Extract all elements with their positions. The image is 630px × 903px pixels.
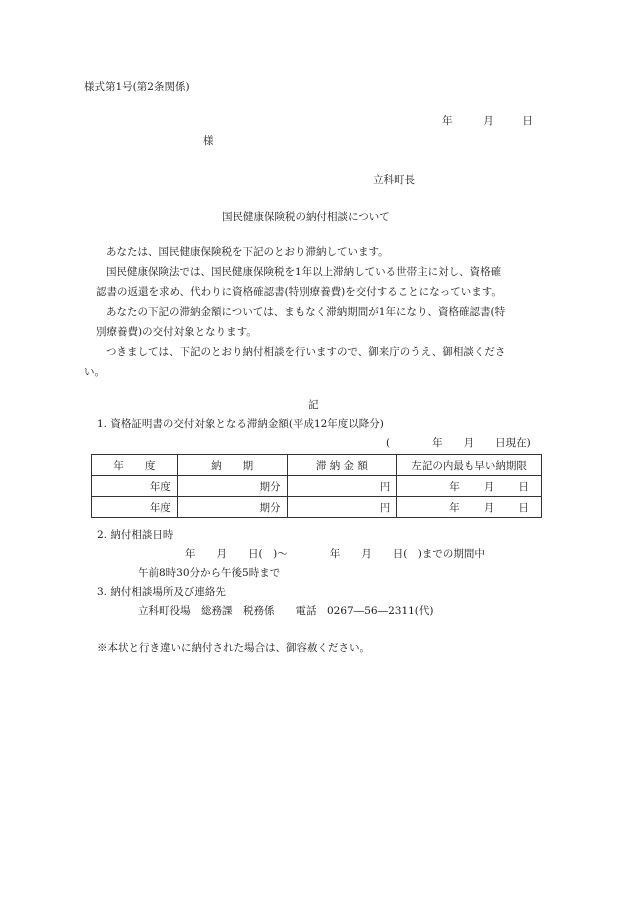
cell-deadline	[397, 476, 542, 497]
form-number: 様式第1号(第2条関係)	[84, 81, 190, 93]
header-amount: 滞 納 金 額	[287, 455, 397, 476]
arrears-table	[91, 454, 542, 518]
consult-place: 立科町役場 総務課 税務係 電話 0267―56―2311(代)	[138, 605, 434, 617]
table-row	[92, 497, 542, 518]
consult-date-range: 年 月 日( )〜 年 月 日( )までの期間中	[185, 548, 485, 560]
body-line: あなたは、国民健康保険税を下記のとおり滞納しています。	[106, 246, 389, 258]
date-day: 日	[522, 115, 533, 127]
cell-deadline	[397, 497, 542, 518]
body-line: つきましては、下記のとおり納付相談を行いますので、御来庁のうえ、御相談くださ	[106, 346, 506, 358]
consult-time: 午前8時30分から午後5時まで	[138, 567, 281, 579]
body-line: 認書の返還を求め、代わりに資格確認書(特別療養費)を交付することになっています。	[96, 286, 502, 298]
deadline-month: 月	[483, 501, 495, 514]
ki-heading: 記	[308, 399, 319, 411]
section3-heading: 3. 納付相談場所及び連絡先	[97, 586, 226, 598]
body-line: あなたの下記の滞納金額については、まもなく滞納期間が1年になり、資格確認書(特	[106, 306, 506, 318]
cell-period: 期分	[177, 476, 287, 497]
as-of-date: ( 年 月 日現在)	[386, 437, 531, 449]
section1-heading: 1. 資格証明書の交付対象となる滞納金額(平成12年度以降分)	[97, 418, 384, 430]
deadline-day: 日	[518, 501, 529, 514]
body-line: 国民健康保険法では、国民健康保険税を1年以上滞納している世帯主に対し、資格確	[106, 266, 502, 278]
deadline-year: 年	[449, 480, 460, 493]
cell-year: 年度	[92, 476, 178, 497]
header-deadline: 左記の内最も早い納期限	[397, 455, 542, 476]
table-row	[92, 476, 542, 497]
document-title: 国民健康保険税の納付相談について	[222, 211, 390, 223]
date-year: 年	[442, 115, 453, 127]
section2-heading: 2. 納付相談日時	[97, 529, 174, 541]
header-period: 納 期	[177, 455, 287, 476]
body-text	[84, 242, 546, 382]
deadline-year: 年	[449, 501, 460, 514]
cell-amount: 円	[287, 497, 397, 518]
header-year: 年 度	[92, 455, 178, 476]
addressee-suffix: 様	[203, 135, 214, 147]
deadline-month: 月	[483, 480, 495, 493]
body-line: い。	[84, 366, 105, 378]
body-line: 別療養費)の交付対象となります。	[96, 326, 257, 338]
note: ※本状と行き違いに納付された場合は、御容赦ください。	[97, 642, 370, 654]
date-month: 月	[483, 115, 494, 127]
cell-amount: 円	[287, 476, 397, 497]
table-header-row	[92, 455, 542, 476]
cell-period: 期分	[177, 497, 287, 518]
cell-year: 年度	[92, 497, 178, 518]
deadline-day: 日	[518, 480, 529, 493]
date-line	[442, 113, 533, 128]
sender: 立科町長	[373, 174, 415, 186]
